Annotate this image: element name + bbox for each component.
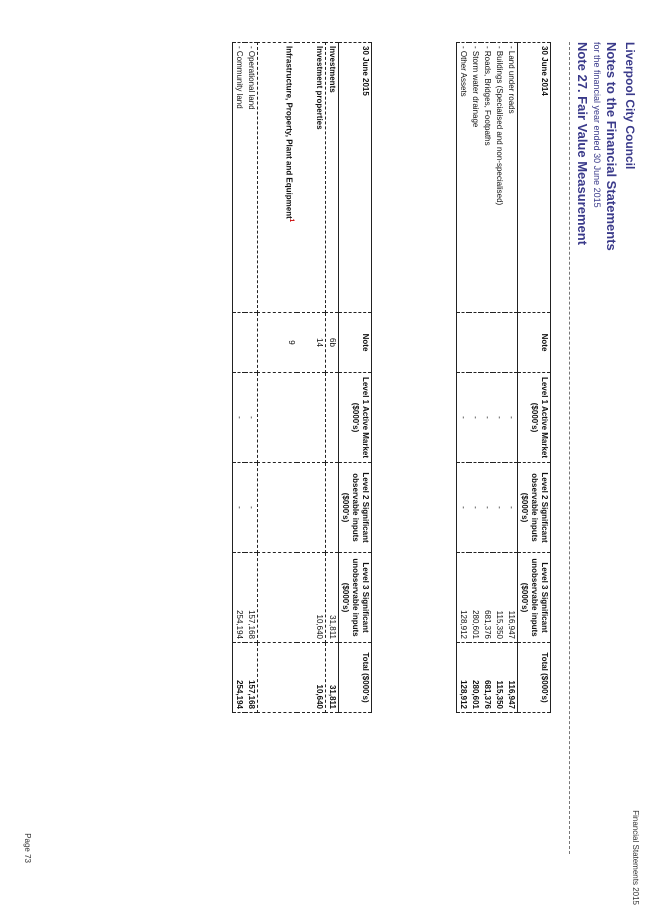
row-level1: [326, 373, 339, 463]
row-label-text: Infrastructure, Property, Plant and Equipment: [284, 46, 294, 219]
row-total: 116,947: [505, 643, 518, 713]
table-header-row: [339, 43, 372, 713]
running-title: Financial Statements 2015: [631, 810, 640, 905]
period-header: 30 June 2015: [339, 43, 372, 313]
row-level3: 116,947: [505, 553, 518, 643]
row-level3: 31,811: [326, 553, 339, 643]
row-total: 157,168: [245, 643, 258, 713]
level2-column-header: Level 2 Significant observable inputs ($000's): [518, 463, 551, 553]
row-total: 254,194: [233, 643, 246, 713]
table-row: [233, 43, 246, 713]
row-total: [258, 643, 298, 713]
row-label: [258, 43, 298, 313]
row-level3: 681,376: [481, 553, 493, 643]
footnote-marker: 1: [288, 218, 295, 223]
row-level1: -: [233, 373, 246, 463]
row-level1: -: [481, 373, 493, 463]
row-label: Investments: [326, 43, 339, 313]
level1-column-header: Level 1 Active Market ($000's): [518, 373, 551, 463]
row-level3: 128,912: [457, 553, 470, 643]
row-note: 6b: [326, 313, 339, 373]
level3-column-header: Level 3 Significant unobservable inputs ($000's): [518, 553, 551, 643]
row-note: [233, 313, 246, 373]
row-level2: -: [505, 463, 518, 553]
row-level3: 115,350: [493, 553, 505, 643]
row-note: [457, 313, 470, 373]
level2-column-header: Level 2 Significant observable inputs ($000's): [339, 463, 372, 553]
row-level3: 157,168: [245, 553, 258, 643]
row-total: 280,601: [469, 643, 481, 713]
row-label: - Storm water drainage: [469, 43, 481, 313]
total-column-header: Total ($000's): [518, 643, 551, 713]
row-level3: [258, 553, 298, 643]
row-label: Investment properties: [298, 43, 326, 313]
fair-value-table-2014: [456, 42, 551, 713]
row-level3: 280,601: [469, 553, 481, 643]
row-note: [245, 313, 258, 373]
row-level2: -: [481, 463, 493, 553]
row-label: - Buildings (Specialised and non-specialised): [493, 43, 505, 313]
row-level2: [258, 463, 298, 553]
header-divider: [569, 42, 570, 854]
row-label: - Operational land: [245, 43, 258, 313]
table-header-row: [518, 43, 551, 713]
table-row: [469, 43, 481, 713]
page-title: Notes to the Financial Statements: [604, 42, 619, 251]
row-level1: -: [505, 373, 518, 463]
table-row: [457, 43, 470, 713]
table-row: [326, 43, 339, 713]
table-row: [245, 43, 258, 713]
row-label: - Roads, Bridges, Footpaths: [481, 43, 493, 313]
table-row: [505, 43, 518, 713]
row-total: 31,811: [326, 643, 339, 713]
note-column-header: Note: [339, 313, 372, 373]
row-note: 9: [258, 313, 298, 373]
row-level1: [258, 373, 298, 463]
organisation-name: Liverpool City Council: [623, 42, 637, 170]
page-subtitle: for the financial year ended 30 June 2015: [592, 42, 602, 208]
table-row: [481, 43, 493, 713]
row-label: - Land under roads: [505, 43, 518, 313]
note-title: Note 27. Fair Value Measurement: [575, 42, 590, 246]
row-note: [481, 313, 493, 373]
row-level2: -: [493, 463, 505, 553]
level3-column-header: Level 3 Significant unobservable inputs ($000's): [339, 553, 372, 643]
row-level2: -: [245, 463, 258, 553]
row-total: 128,912: [457, 643, 470, 713]
row-level2: -: [233, 463, 246, 553]
row-note: [505, 313, 518, 373]
row-level1: -: [469, 373, 481, 463]
row-label: - Community land: [233, 43, 246, 313]
row-total: 115,350: [493, 643, 505, 713]
row-level3: 254,194: [233, 553, 246, 643]
row-level1: -: [493, 373, 505, 463]
period-header: 30 June 2014: [518, 43, 551, 313]
row-note: [493, 313, 505, 373]
row-total: 681,376: [481, 643, 493, 713]
row-level1: -: [245, 373, 258, 463]
row-level2: [298, 463, 326, 553]
row-total: 10,640: [298, 643, 326, 713]
page-number: Page 73: [23, 833, 32, 863]
row-level2: -: [457, 463, 470, 553]
table-row: [493, 43, 505, 713]
row-level2: [326, 463, 339, 553]
level1-column-header: Level 1 Active Market ($000's): [339, 373, 372, 463]
table-row: [298, 43, 326, 713]
row-level1: -: [457, 373, 470, 463]
row-label: - Other Assets: [457, 43, 470, 313]
row-level2: -: [469, 463, 481, 553]
row-level3: 10,640: [298, 553, 326, 643]
row-level1: [298, 373, 326, 463]
row-note: [469, 313, 481, 373]
fair-value-table-2015: [232, 42, 372, 713]
note-column-header: Note: [518, 313, 551, 373]
total-column-header: Total ($000's): [339, 643, 372, 713]
row-note: 14: [298, 313, 326, 373]
table-row: [258, 43, 298, 713]
